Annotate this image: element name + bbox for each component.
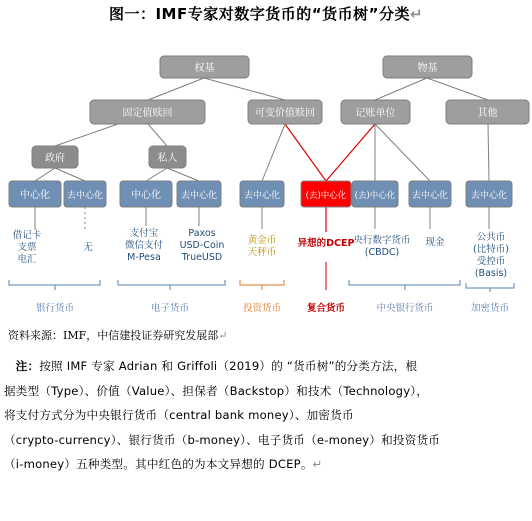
node-other xyxy=(446,100,529,124)
return-mark: ↵ xyxy=(409,5,424,23)
category-composite-money: 复合货币 xyxy=(306,303,346,314)
svg-text:(去)中心化: (去)中心化 xyxy=(354,191,396,201)
leaf-stablecoins xyxy=(180,228,225,263)
svg-text:去中心化: 去中心化 xyxy=(243,191,281,201)
leaf-cbdc xyxy=(353,234,410,258)
svg-text:去中心化: 去中心化 xyxy=(411,191,449,201)
svg-text:(比特币): (比特币) xyxy=(473,244,509,255)
svg-text:去中心化: 去中心化 xyxy=(180,191,218,201)
leaf-emoney-centralized xyxy=(125,227,164,263)
source-line xyxy=(8,327,532,343)
crypto-brace xyxy=(466,283,514,292)
svg-text:TrueUSD: TrueUSD xyxy=(181,252,223,263)
svg-text:去中心化: 去中心化 xyxy=(66,191,104,201)
svg-text:固定值赎回: 固定值赎回 xyxy=(122,108,173,119)
leaf-dcep xyxy=(298,237,355,249)
svg-text:M-Pesa: M-Pesa xyxy=(127,252,161,263)
node-fixed-value-redemption xyxy=(90,100,205,124)
note-line-3: 将支付方式分为中央银行货币（central bank money）、加密货币 xyxy=(4,408,354,422)
svg-text:电汇: 电汇 xyxy=(17,254,37,265)
node-c7-semi-decentralized xyxy=(352,181,398,207)
node-wuji xyxy=(383,56,472,78)
category-bank-money: 银行货币 xyxy=(35,303,75,314)
return-mark: ↵ xyxy=(312,457,323,471)
node-quanji xyxy=(160,56,249,78)
svg-text:私人: 私人 xyxy=(157,153,178,164)
leaf-cash xyxy=(425,236,445,248)
svg-text:中心化: 中心化 xyxy=(20,190,50,201)
svg-text:央行数字货币: 央行数字货币 xyxy=(353,235,411,246)
node-variable-value-redemption xyxy=(248,100,322,124)
node-private xyxy=(149,146,186,168)
node-c4-decentralized xyxy=(177,181,221,207)
svg-text:(去)中心化: (去)中心化 xyxy=(305,191,347,201)
red-connector-lines xyxy=(285,124,375,232)
category-e-money: 电子货币 xyxy=(150,303,190,314)
svg-text:微信支付: 微信支付 xyxy=(124,240,164,251)
node-c6-dcep-highlight xyxy=(301,181,351,207)
figure-title-text: 图一：IMF专家对数字货币的“货币树”分类 xyxy=(108,5,410,23)
leaf-gold-libra xyxy=(248,234,277,258)
invest-brace xyxy=(240,280,284,290)
node-c1-centralized xyxy=(9,181,61,207)
leaf-bank-instruments xyxy=(13,229,42,265)
node-c8-decentralized xyxy=(409,181,451,207)
note-line-2: 据类型（Type）、价值（Value）、担保者（Backstop）和技术（Technology）， xyxy=(4,383,429,398)
note-lead: 注： xyxy=(15,359,40,373)
category-braces xyxy=(9,280,460,290)
svg-text:异想的DCEP: 异想的DCEP xyxy=(297,238,355,249)
svg-text:借记卡: 借记卡 xyxy=(12,230,42,241)
note-paragraph xyxy=(4,354,530,477)
node-c5-decentralized xyxy=(240,181,284,207)
node-unit-of-account xyxy=(341,100,410,124)
svg-text:(Basis): (Basis) xyxy=(474,268,508,279)
svg-text:权基: 权基 xyxy=(194,63,215,74)
svg-text:Paxos: Paxos xyxy=(188,228,216,239)
svg-text:公共币: 公共币 xyxy=(476,232,506,243)
svg-text:支票: 支票 xyxy=(17,242,37,253)
svg-text:受控币: 受控币 xyxy=(476,256,506,267)
note-line-1: 注：按照 IMF 专家 Adrian 和 Griffoli（2019）的 “货币树”的分类方法，根 xyxy=(15,359,418,373)
category-crypto-currency: 加密货币 xyxy=(470,303,510,314)
svg-text:支付宝: 支付宝 xyxy=(129,228,159,239)
svg-text:天秤币: 天秤币 xyxy=(247,247,277,258)
svg-text:物基: 物基 xyxy=(417,63,438,74)
svg-text:现金: 现金 xyxy=(425,237,445,248)
note-line-5: （i-money）五种类型。其中红色的为本文异想的 DCEP。↵ xyxy=(4,457,323,471)
svg-text:其他: 其他 xyxy=(477,108,498,119)
leaf-none xyxy=(83,242,93,253)
svg-text:记账单位: 记账单位 xyxy=(355,108,396,119)
svg-text:黄金币: 黄金币 xyxy=(247,235,277,246)
svg-text:无: 无 xyxy=(83,242,93,253)
category-investment-money: 投资货币 xyxy=(242,303,282,314)
svg-text:(CBDC): (CBDC) xyxy=(364,247,400,258)
node-c9-decentralized xyxy=(466,181,512,207)
svg-text:中心化: 中心化 xyxy=(131,190,161,201)
node-c3-centralized xyxy=(120,181,172,207)
source-text: 资料来源：IMF，中信建投证券研究发展部 xyxy=(8,329,219,342)
svg-text:去中心化: 去中心化 xyxy=(470,191,508,201)
svg-text:政府: 政府 xyxy=(45,153,65,164)
note-line-4: （crypto-currency）、银行货币（b-money）、电子货币（e-money）和投资货币 xyxy=(4,432,441,447)
node-c2-decentralized xyxy=(64,181,106,207)
svg-text:可变价值赎回: 可变价值赎回 xyxy=(255,108,315,119)
return-mark: ↵ xyxy=(218,329,228,342)
leaf-crypto-coins xyxy=(473,231,509,279)
svg-text:USD-Coin: USD-Coin xyxy=(179,240,225,251)
node-government xyxy=(32,146,78,168)
category-central-bank-money: 中央银行货币 xyxy=(376,303,434,314)
